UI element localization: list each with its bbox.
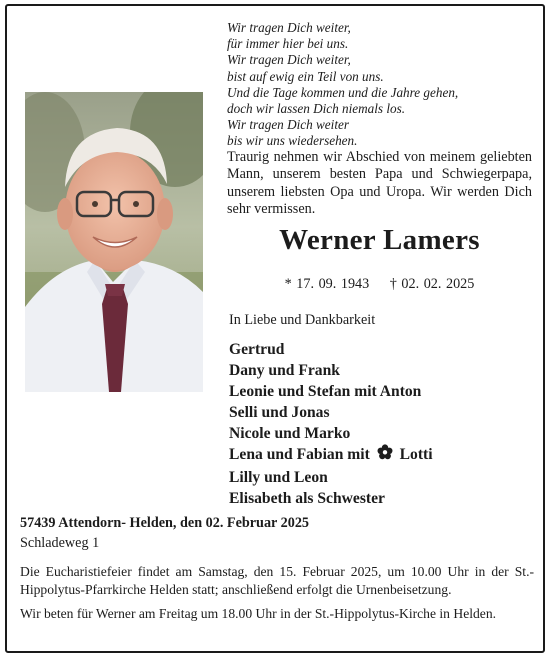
poem-line: Wir tragen Dich weiter, <box>227 52 351 68</box>
poem-line: Wir tragen Dich weiter, <box>227 20 351 35</box>
paw-flower-icon <box>377 444 393 466</box>
mourners-list <box>229 339 433 509</box>
portrait-photo <box>25 92 203 392</box>
poem-line: bist auf ewig ein Teil von uns. <box>227 68 384 84</box>
poem-line: doch wir lassen Dich niemals los. <box>227 101 406 117</box>
mourner: Selli und Jonas <box>229 404 330 422</box>
mourner: Gertrud <box>229 341 285 358</box>
mourner: Leonie und Stefan mit Anton <box>229 383 422 401</box>
mourner: Lilly und Leon <box>229 468 328 486</box>
mourner-text: Lena und Fabian mit <box>229 446 370 464</box>
obituary-notice <box>5 4 545 653</box>
mourner: Dany und Frank <box>229 362 340 380</box>
mourner-text: Lotti <box>399 446 433 464</box>
deceased-name: Werner Lamers <box>279 224 480 256</box>
birth-date: * 17. 09. 1943 <box>284 276 370 292</box>
service-info: Die Eucharistiefeier findet am Samstag, den 15. Februar 2025, um 10.00 Uhr in der St.-Hippolytus-Pfarrkirche Helden statt; anschließend erfolgt die Urnenbeisetzung. <box>20 564 534 597</box>
street-address: Schladeweg 1 <box>20 535 100 551</box>
mourner <box>229 444 433 466</box>
love-line: In Liebe und Dankbarkeit <box>229 312 376 328</box>
life-dates <box>227 276 532 293</box>
poem-line: für immer hier bei uns. <box>227 36 349 52</box>
death-date: † 02. 02. 2025 <box>389 276 475 292</box>
place-date: 57439 Attendorn- Helden, den 02. Februar 2025 <box>20 515 310 531</box>
poem-line: Wir tragen Dich weiter <box>227 117 349 133</box>
prayer-info: Wir beten für Werner am Freitag um 18.00 Uhr in der St.-Hippolytus-Kirche in Helden. <box>20 606 497 621</box>
mourner: Nicole und Marko <box>229 425 351 443</box>
mourner: Elisabeth als Schwester <box>229 489 385 507</box>
farewell-text: Traurig nehmen wir Abschied von meinem geliebten Mann, unserem besten Papa und Schwiegerpapa, unserem liebsten Opa und Uropa. Wir werden Dich sehr vermissen. <box>227 149 532 218</box>
poem-line: Und die Tage kommen und die Jahre gehen, <box>227 84 459 100</box>
poem-line: bis wir uns wiedersehen. <box>227 133 358 149</box>
poem <box>227 20 537 150</box>
